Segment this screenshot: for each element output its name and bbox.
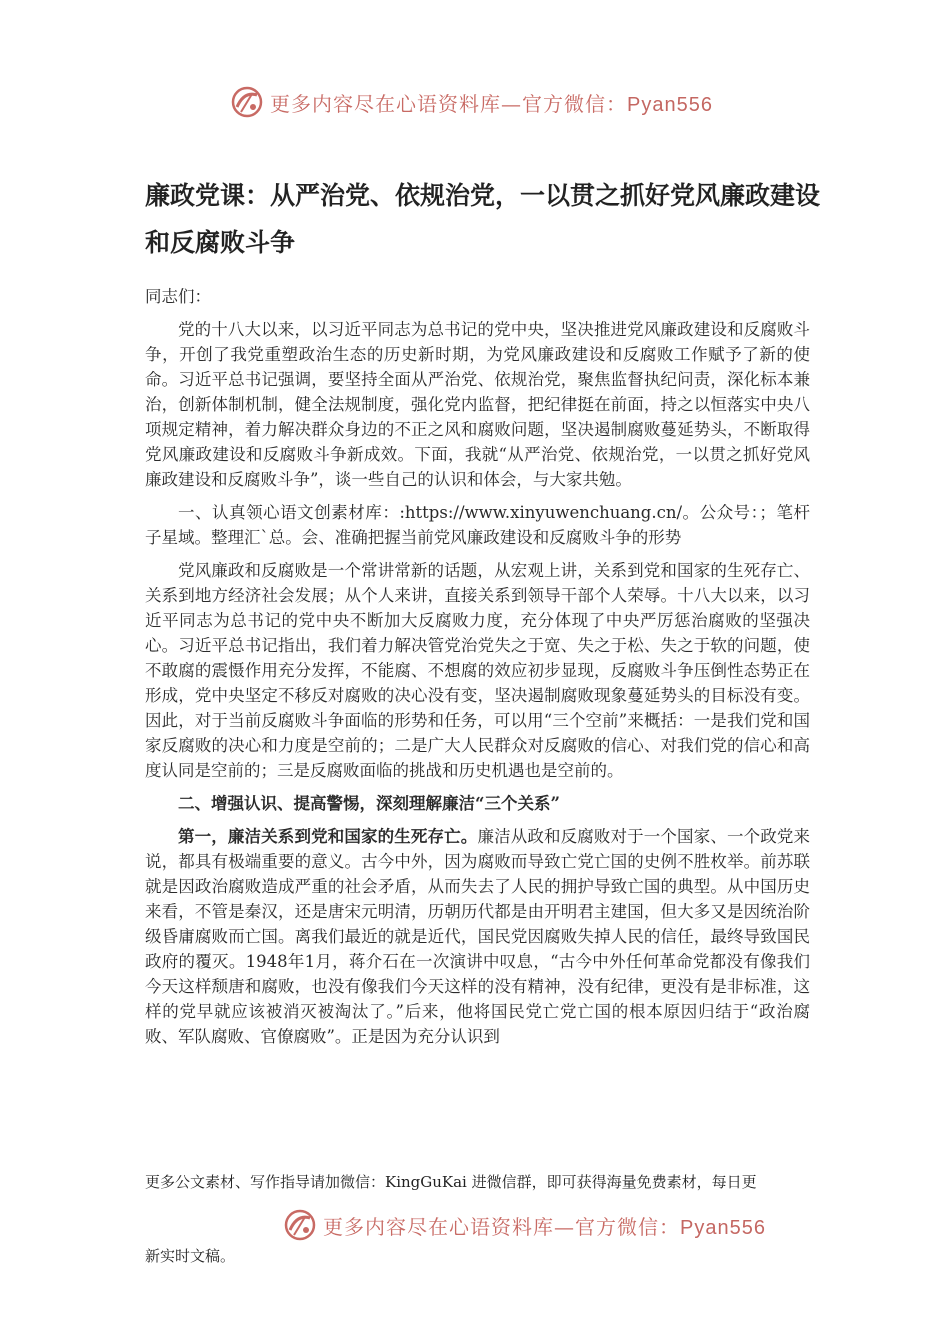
footer-note: 更多公文素材、写作指导请加微信：KingGuKai 进微信群，即可获得海量免费素材，每日更 — [145, 1173, 757, 1191]
header-banner — [230, 82, 713, 122]
first-relation-lead: 第一，廉洁关系到党和国家的生死存亡。 — [178, 827, 478, 846]
first-relation-text: 廉洁从政和反腐败对于一个国家、一个政党来说，都具有极端重要的意义。古今中外，因为腐败而导致亡党亡国的史例不胜枚举。前苏联就是因政治腐败造成严重的社会矛盾，从而失去了人民的拥护导致亡国的典型。从中国历史来看，不管是秦汉，还是唐宋元明清，历朝历代都是由开明君主建国，但大多又是因统治阶级昏庸腐败而亡国。离我们最近的就是近代，国民党因腐败失掉人民的信任，最终导致国民政府的覆灭。1948年1月，蒋介石在一次演讲中叹息，“古今中外任何革命党都没有像我们今天这样颓唐和腐败，也没有像我们今天这样的没有精神，没有纪律，更没有是非标准，这样的党早就应该被消灭被淘汰了。”后来，他将国民党亡党亡国的根本原因归结于“政治腐败、军队腐败、官僚腐败”。正是因为充分认识到 — [145, 827, 811, 1046]
paragraph-intro: 党的十八大以来，以习近平同志为总书记的党中央，坚决推进党风廉政建设和反腐败斗争，开创了我党重塑政治生态的历史新时期，为党风廉政建设和反腐败工作赋予了新的使命。习近平总书记强调，要坚持全面从严治党、依规治党，聚焦监督执纪问责，深化标本兼治，创新体制机制，健全法规制度，强化党内监督，把纪律挺在前面，持之以恒落实中央八项规定精神，着力解决群众身边的不正之风和腐败问题，坚决遏制腐败蔓延势头，不断取得党风廉政建设和反腐败斗争新成效。下面，我就“从严治党、依规治党，一以贯之抓好党风廉政建设和反腐败斗争”，谈一些自己的认识和体会，与大家共勉。 — [145, 320, 810, 489]
section-heading-1: 一、认真领心语文创素材库：:https://www.xinyuwenchuang.cn/。公众号：；笔杆子星域。整理汇`总。会、准确把握当前党风廉政建设和反腐败斗争的形势 — [145, 503, 810, 547]
banner-wechat: Pyan556 — [680, 1216, 766, 1239]
footer-banner — [283, 1205, 766, 1245]
document-title: 廉政党课：从严治党、依规治党，一以贯之抓好党风廉政建设和反腐败斗争 — [145, 181, 821, 257]
banner-text: 更多内容尽在心语资料库—官方微信：Pyan556 — [270, 91, 713, 116]
footer-tail: 新实时文稿。 — [145, 1247, 236, 1265]
banner-wechat: Pyan556 — [627, 93, 713, 116]
banner-text: 更多内容尽在心语资料库—官方微信：Pyan556 — [323, 1214, 766, 1239]
paragraph-first-relation — [145, 824, 810, 1049]
document-body — [145, 284, 810, 1049]
seal-logo-icon — [283, 1208, 317, 1242]
section-heading-2: 二、增强认识、提高警惕，深刻理解廉洁“三个关系” — [178, 794, 560, 813]
greeting: 同志们： — [145, 287, 211, 306]
paragraph-situation: 党风廉政和反腐败是一个常讲常新的话题，从宏观上讲，关系到党和国家的生死存亡、关系到地方经济社会发展；从个人来讲，直接关系到领导干部个人荣辱。十八大以来，以习近平同志为总书记的党中央不断加大反腐败力度，充分体现了中央严厉惩治腐败的坚强决心。习近平总书记指出，我们着力解决管党治党失之于宽、失之于松、失之于软的问题，使不敢腐的震慑作用充分发挥，不能腐、不想腐的效应初步显现，反腐败斗争压倒性态势正在形成，党中央坚定不移反对腐败的决心没有变，坚决遏制腐败现象蔓延势头的目标没有变。因此，对于当前反腐败斗争面临的形势和任务，可以用“三个空前”来概括：一是我们党和国家反腐败的决心和力度是空前的；二是广大人民群众对反腐败的信心、对我们党的信心和高度认同是空前的；三是反腐败面临的挑战和历史机遇也是空前的。 — [145, 561, 810, 780]
seal-logo-icon — [230, 85, 264, 119]
